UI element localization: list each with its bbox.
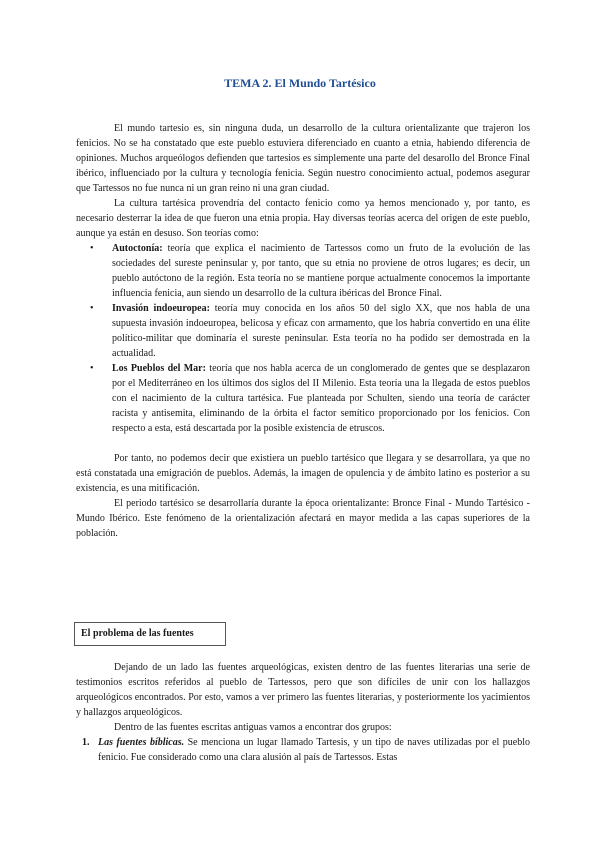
list-number: 1. bbox=[82, 737, 90, 748]
document-title: TEMA 2. El Mundo Tartésico bbox=[224, 76, 376, 90]
list-item bbox=[76, 361, 530, 436]
section-heading: El problema de las fuentes bbox=[81, 628, 194, 639]
theory-term: Los Pueblos del Mar: bbox=[112, 363, 206, 374]
groups-list bbox=[76, 735, 530, 765]
theory-term: Invasión indoeuropea: bbox=[112, 303, 210, 314]
sources-paragraph-2: Dentro de las fuentes escritas antiguas vamos a encontrar dos grupos: bbox=[114, 722, 392, 733]
conclusion-paragraph-1: Por tanto, no podemos decir que existiera un pueblo tartésico que llegara y se desarrollara, ya que no está constatada una emigración de pueblos. Además, la imagen de opulencia y de ámbito latino es posterior a su existencia, es una mitificación. bbox=[76, 453, 530, 494]
list-item bbox=[76, 301, 530, 361]
group-term: Las fuentes bíblicas. bbox=[98, 737, 185, 748]
section-heading-box bbox=[74, 622, 226, 646]
sources-section bbox=[76, 660, 530, 765]
theory-text: teoría que nos habla acerca de un conglomerado de gentes que se desplazaron por el Mediterráneo en los últimos dos siglos del II Milenio. Esta teoría una la llegada de estos pueblos con el nacimiento de la cultura tartésica. Fue planteada por Schulten, siendo una teoría de carácter racista y antisemita, eliminando de la órbita el factor semítico proporcionado por los fenicios. Con respecto a esta, está descartada por la posible existencia de etruscos. bbox=[112, 363, 530, 434]
list-item bbox=[76, 735, 530, 765]
group-text: Se menciona un lugar llamado Tartesis, y un tipo de naves utilizadas por el pueblo fenicio. Fue considerado como una clara alusión al país de Tartessos. Estas bbox=[98, 737, 530, 763]
theory-text: teoría muy conocida en los años 50 del siglo XX, que nos habla de una supuesta invasión indoeuropea, belicosa y eficaz con armamento, que los habría convertido en una élite político-militar que dominaría el sureste peninsular. Esta teoría no ha podido ser demostrada en la actualidad. bbox=[112, 303, 530, 359]
bullet-icon: • bbox=[90, 303, 94, 314]
theory-term: Autoctonía: bbox=[112, 243, 163, 254]
intro-paragraph-1: El mundo tartesio es, sin ninguna duda, un desarrollo de la cultura orientalizante que trajeron los fenicios. No se ha constatado que este pueblo estuviera diferenciado en cuanto a etnia, habiendo diferencia de opiniones. Muchos arqueólogos defienden que tartesios es simplemente una parte del desarollo del Bronce Final ibérico, influenciado por la cultura y tecnología fenicia. Según nuestro conocimiento actual, podemos asegurar que Tartessos no fue nunca ni un gran reino ni una gran ciudad. bbox=[76, 123, 530, 194]
intro-paragraph-2: La cultura tartésica provendría del contacto fenicio como ya hemos mencionado y, por tanto, es necesario desterrar la idea de que fueron una etnia propia. Hay diversas teorías acerca del origen de este pueblo, aunque ya están en desuso. Son teorías como: bbox=[76, 198, 530, 239]
intro-section bbox=[76, 121, 530, 541]
bullet-icon: • bbox=[90, 243, 94, 254]
theory-text: teoría que explica el nacimiento de Tartessos como un fruto de la evolución de las sociedades del sureste peninsular y, por tanto, que su etnia no proviene de otros lugares; es decir, un pueblo autóctono de la región. Esta teoría no se mantiene porque actualmente conocemos la importante influencia fenicia, aun siendo un desarrollo de la cultura ibéricas del Bronce Final. bbox=[112, 243, 530, 299]
theories-list bbox=[76, 241, 530, 436]
spacer bbox=[76, 436, 530, 451]
conclusion-paragraph-2: El periodo tartésico se desarrollaría durante la época orientalizante: Bronce Final - Mundo Tartésico - Mundo Ibérico. Este fenómeno de la orientalización afectará en mayor medida a las capas superiores de la población. bbox=[76, 498, 530, 539]
list-item bbox=[76, 241, 530, 301]
bullet-icon: • bbox=[90, 363, 94, 374]
sources-paragraph-1: Dejando de un lado las fuentes arqueológicas, existen dentro de las fuentes literarias una serie de testimonios escritos referidos al pueblo de Tartessos, pero que son difíciles de unir con los hallazgos arqueológicos encontrados. Por esto, vamos a ver primero las fuentes literarias, y posteriormente los yacimientos y hallazgos arqueológicos. bbox=[76, 662, 530, 718]
